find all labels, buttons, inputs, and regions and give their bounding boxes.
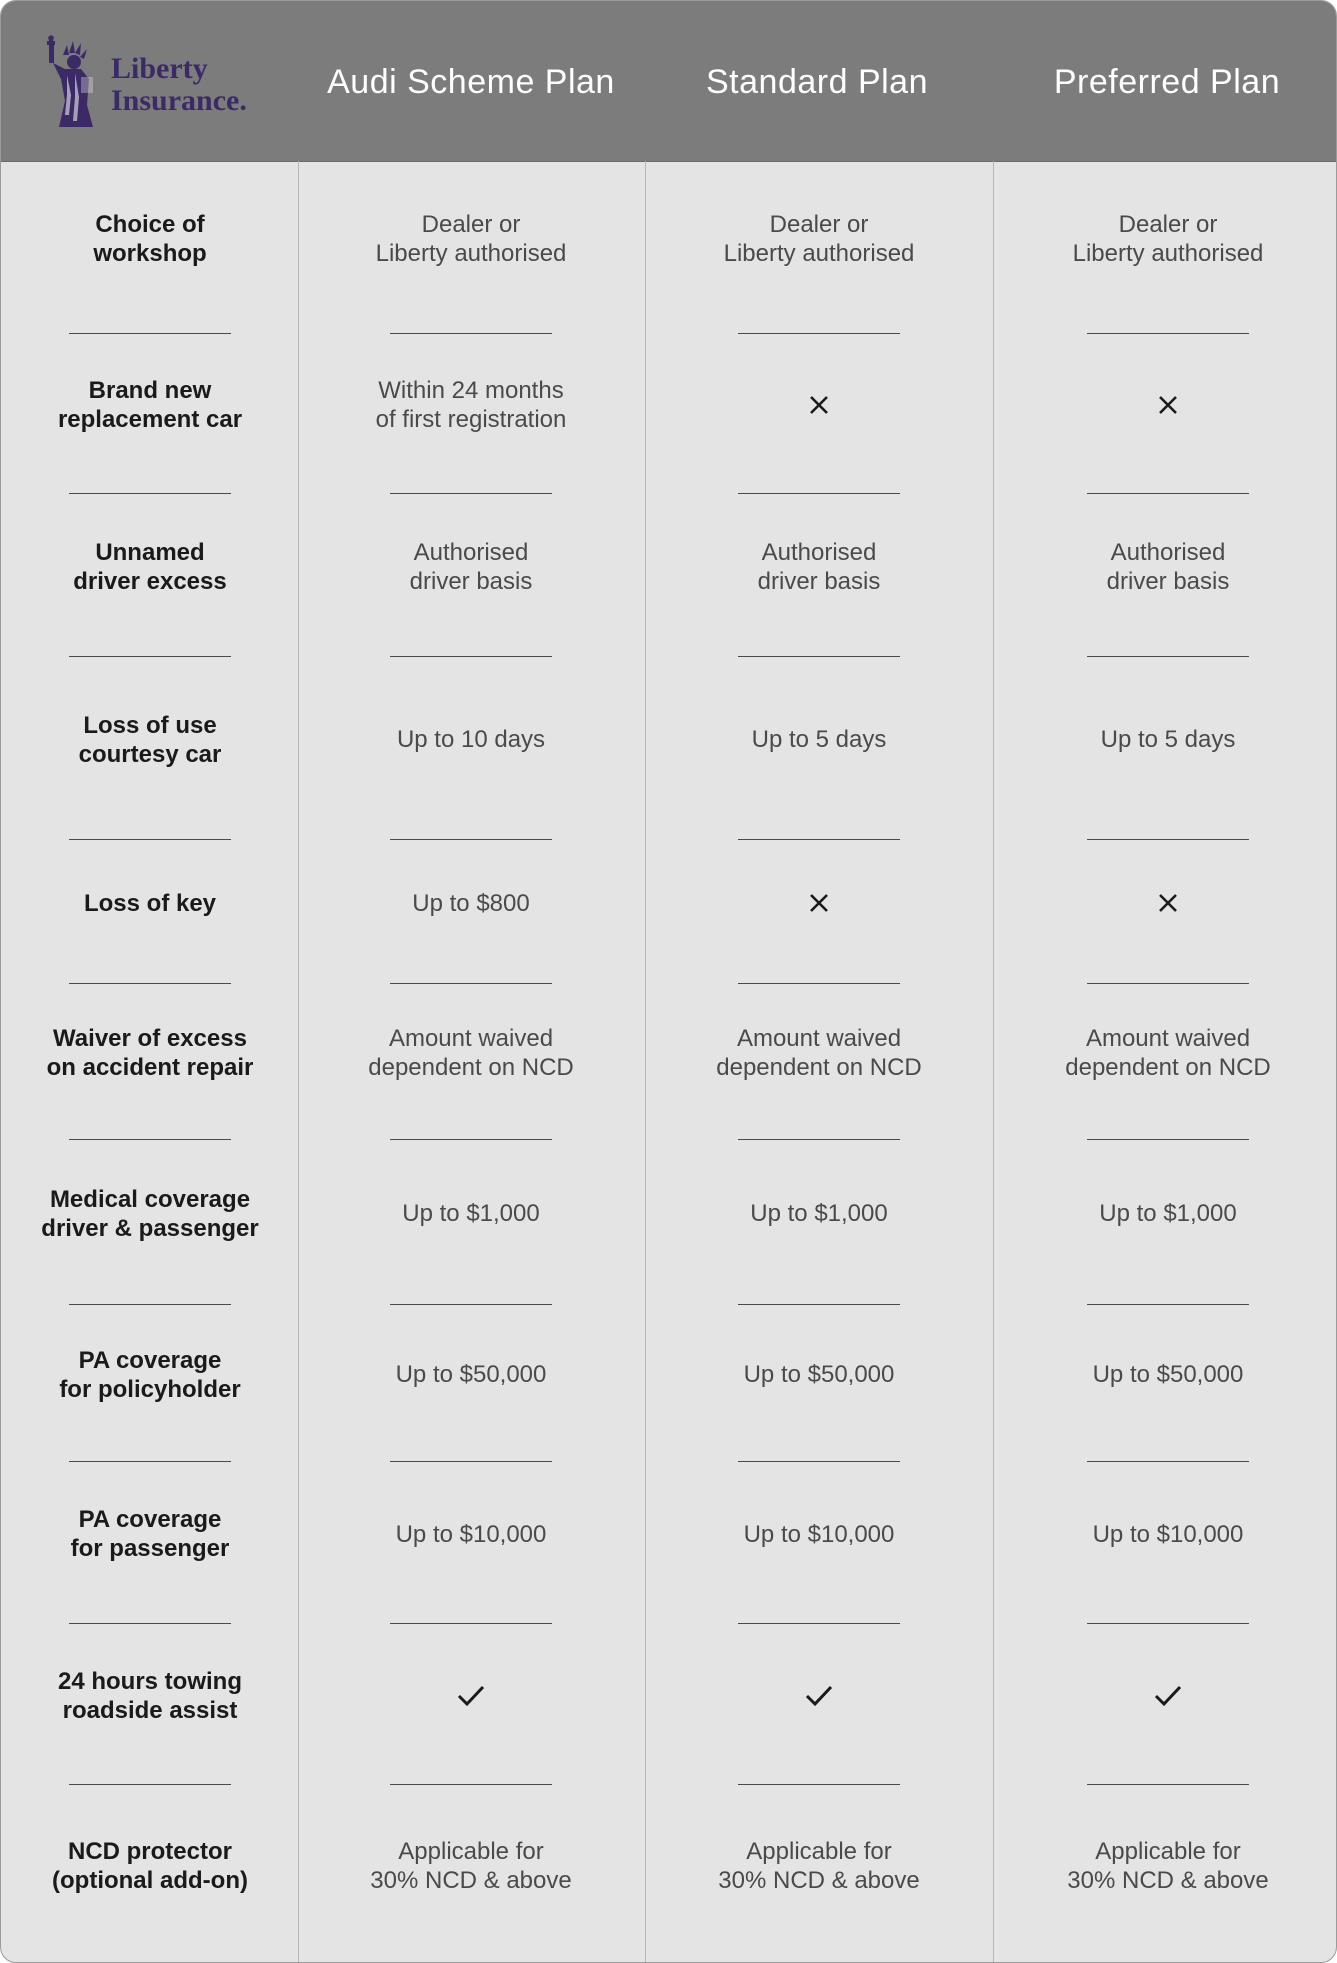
plan-value: Up to $1,000 [750, 1200, 888, 1227]
row-separator [390, 983, 552, 984]
row-separator [390, 1461, 552, 1462]
row-label: Loss of use courtesy car [78, 711, 222, 768]
table-header [1, 1, 1337, 162]
row-separator [738, 333, 900, 334]
row-separator [1087, 1623, 1249, 1624]
row-separator [69, 1304, 231, 1305]
row-separator [1087, 1304, 1249, 1305]
row-separator [738, 493, 900, 494]
row-label: NCD protector (optional add-on) [52, 1838, 248, 1894]
row-label: Unnamed driver excess [73, 538, 227, 595]
plan-value: Authorised driver basis [1106, 538, 1230, 595]
row-separator [69, 333, 231, 334]
plan-value: Up to 5 days [1100, 726, 1236, 753]
column-divider [298, 161, 299, 1963]
row-separator [1087, 1784, 1249, 1785]
row-separator [738, 983, 900, 984]
plan-header-standard: Standard Plan [706, 63, 928, 101]
plan-value: Within 24 months of first registration [375, 377, 567, 433]
plan-value: Up to 5 days [751, 726, 887, 753]
plan-value: Dealer or Liberty authorised [723, 211, 915, 267]
row-separator [1087, 983, 1249, 984]
liberty-insurance-logo [41, 35, 271, 131]
row-separator [390, 1304, 552, 1305]
row-separator [69, 1784, 231, 1785]
row-label: 24 hours towing roadside assist [57, 1667, 242, 1724]
row-label: Medical coverage driver & passenger [41, 1185, 259, 1242]
row-separator [390, 839, 552, 840]
row-label: PA coverage for policyholder [59, 1346, 241, 1403]
plan-header-audi-scheme: Audi Scheme Plan [327, 63, 615, 101]
row-separator [390, 1623, 552, 1624]
cross-icon [1157, 394, 1179, 421]
statue-of-liberty-icon [41, 35, 111, 131]
row-label: Brand new replacement car [57, 377, 243, 433]
row-separator [69, 1623, 231, 1624]
row-separator [1087, 839, 1249, 840]
plan-value: Up to $50,000 [743, 1361, 895, 1388]
plan-value: Up to $800 [412, 889, 530, 917]
check-icon [1153, 1683, 1183, 1714]
row-separator [738, 839, 900, 840]
plan-value: Up to $10,000 [743, 1520, 895, 1548]
plan-value: Up to $10,000 [395, 1520, 547, 1548]
plan-value: Amount waived dependent on NCD [1065, 1025, 1271, 1081]
row-separator [738, 1461, 900, 1462]
plan-header-preferred: Preferred Plan [1053, 63, 1281, 101]
row-separator [390, 656, 552, 657]
plan-value: Authorised driver basis [757, 538, 881, 595]
row-separator [738, 1304, 900, 1305]
plan-value: Amount waived dependent on NCD [716, 1025, 922, 1081]
row-separator [69, 1461, 231, 1462]
row-separator [69, 656, 231, 657]
row-separator [738, 1139, 900, 1140]
row-separator [1087, 1461, 1249, 1462]
cross-icon [1157, 892, 1179, 919]
row-label: Loss of key [83, 889, 217, 917]
plan-value: Up to $50,000 [1092, 1361, 1244, 1388]
row-separator [390, 1139, 552, 1140]
row-separator [69, 839, 231, 840]
row-separator [1087, 493, 1249, 494]
row-separator [69, 493, 231, 494]
column-divider [993, 161, 994, 1963]
row-separator [738, 1623, 900, 1624]
plan-value: Amount waived dependent on NCD [368, 1025, 574, 1081]
row-separator [69, 983, 231, 984]
plan-value: Dealer or Liberty authorised [1072, 211, 1264, 267]
plan-value: Authorised driver basis [409, 538, 533, 595]
row-separator [1087, 333, 1249, 334]
row-separator [390, 1784, 552, 1785]
row-separator [738, 1784, 900, 1785]
check-icon [456, 1683, 486, 1714]
check-icon [804, 1683, 834, 1714]
plan-value: Up to $50,000 [395, 1361, 547, 1388]
row-separator [738, 656, 900, 657]
cross-icon [808, 892, 830, 919]
plan-value: Up to $10,000 [1092, 1520, 1244, 1548]
row-separator [1087, 656, 1249, 657]
row-label: Waiver of excess on accident repair [46, 1025, 254, 1081]
row-label: Choice of workshop [93, 211, 207, 267]
cross-icon [808, 394, 830, 421]
logo-text-insurance: Insurance. [111, 84, 247, 117]
row-separator [390, 493, 552, 494]
plan-value: Applicable for 30% NCD & above [370, 1838, 572, 1894]
row-label: PA coverage for passenger [70, 1506, 230, 1562]
row-separator [390, 333, 552, 334]
plan-value: Dealer or Liberty authorised [375, 211, 567, 267]
column-divider [645, 161, 646, 1963]
logo-text-liberty: Liberty [111, 52, 208, 85]
plan-value: Applicable for 30% NCD & above [718, 1838, 920, 1894]
plan-value: Up to $1,000 [1099, 1200, 1237, 1227]
row-separator [1087, 1139, 1249, 1140]
plan-value: Applicable for 30% NCD & above [1067, 1838, 1269, 1894]
row-separator [69, 1139, 231, 1140]
plan-value: Up to 10 days [396, 726, 546, 753]
plan-value: Up to $1,000 [402, 1200, 540, 1227]
